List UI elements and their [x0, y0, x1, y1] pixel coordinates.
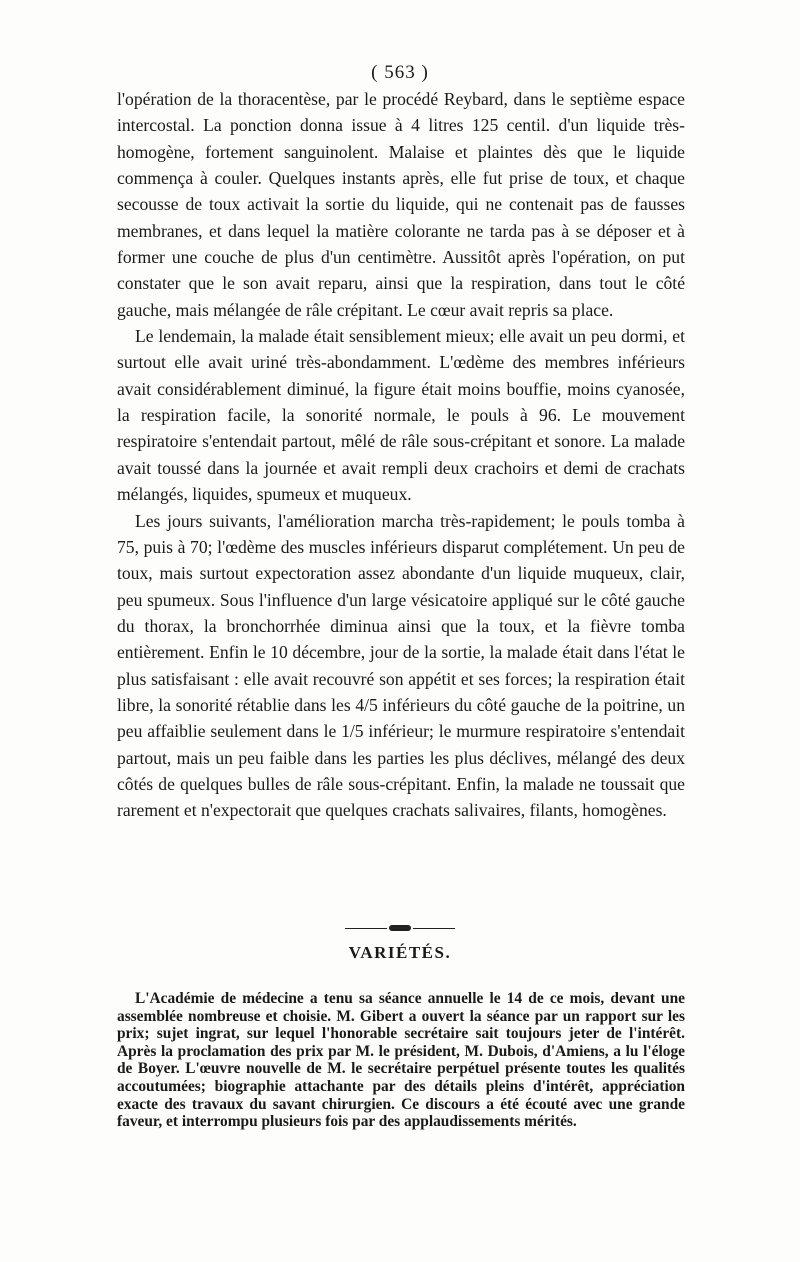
article-body [117, 86, 685, 824]
page-number: ( 563 ) [371, 62, 429, 83]
varietes-paragraph: L'Académie de médecine a tenu sa séance annuelle le 14 de ce mois, devant une assemblée nombreuse et choisie. M. Gibert a ouvert la séance par un rapport sur les prix; sujet ingrat, sur lequel l'honorable secrétaire sait toujours jeter de l'intérêt. Après la proclamation des prix par M. le président, M. Dubois, d'Amiens, a lu l'éloge de Boyer. L'œuvre nouvelle de M. le secrétaire perpétuel présente toutes les qualités accoutumées; biographie attachante par des détails pleins d'intérêt, appréciation exacte des travaux du savant chirurgien. Ce discours a été écouté avec une grande faveur, et interrompu plusieurs fois par des applaudissements mérités. [117, 990, 685, 1131]
article-paragraph-3: Les jours suivants, l'amélioration marcha très-rapidement; le pouls tomba à 75, puis à 70; l'œdème des muscles inférieurs disparut complétement. Un peu de toux, mais surtout expectoration assez abondante d'un liquide muqueux, clair, peu spumeux. Sous l'influence d'un large vésicatoire appliqué sur le côté gauche du thorax, la bronchorrhée diminua ainsi que la toux, et la fièvre tomba entièrement. Enfin le 10 décembre, jour de la sortie, la malade était dans l'état le plus satisfaisant : elle avait recouvré son appétit et ses forces; la respiration était libre, la sonorité rétablie dans les 4/5 inférieurs du côté gauche de la poitrine, un peu affaiblie seulement dans le 1/5 inférieur; le murmure respiratoire s'entendait partout, mais un peu faible dans les parties les plus déclives, mélangé des deux côtés de quelques bulles de râle sous-crépitant. Enfin, la malade ne toussait que rarement et n'expectorait que quelques crachats salivaires, filants, homogènes. [117, 510, 685, 821]
section-divider [345, 926, 455, 930]
article-paragraph-2: Le lendemain, la malade était sensiblement mieux; elle avait un peu dormi, et surtout elle avait uriné très-abondamment. L'œdème des membres inférieurs avait considérablement diminué, la figure était moins bouffie, moins cyanosée, la respiration facile, la sonorité normale, le pouls à 96. Le mouvement respiratoire s'entendait partout, mêlé de râle sous-crépitant et sonore. La malade avait toussé dans la journée et avait rempli deux crachoirs et demi de crachats mélangés, liquides, spumeux et muqueux. [117, 326, 685, 505]
divider-ornament [389, 925, 411, 931]
section-title: VARIÉTÉS. [348, 943, 452, 962]
divider-line-right [413, 928, 455, 930]
varietes-body [117, 990, 685, 1131]
article-paragraph-1: l'opération de la thoracentèse, par le procédé Reybard, dans le septième espace intercostal. La ponction donna issue à 4 litres 125 centil. d'un liquide très-homogène, fortement sanguinolent. Malaise et plaintes dès que le liquide commença à couler. Quelques instants après, elle fut prise de toux, et chaque secousse de toux activait la sortie du liquide, qui ne contenait pas de fausses membranes, et dans lequel la matière colorante ne tarda pas à se déposer et à former une couche de plus d'un centimètre. Aussitôt après l'opération, on put constater que le son avait reparu, ainsi que la respiration, dans tout le côté gauche, mais mélangée de râle crépitant. Le cœur avait repris sa place. [117, 89, 685, 320]
divider-line-left [345, 928, 387, 930]
